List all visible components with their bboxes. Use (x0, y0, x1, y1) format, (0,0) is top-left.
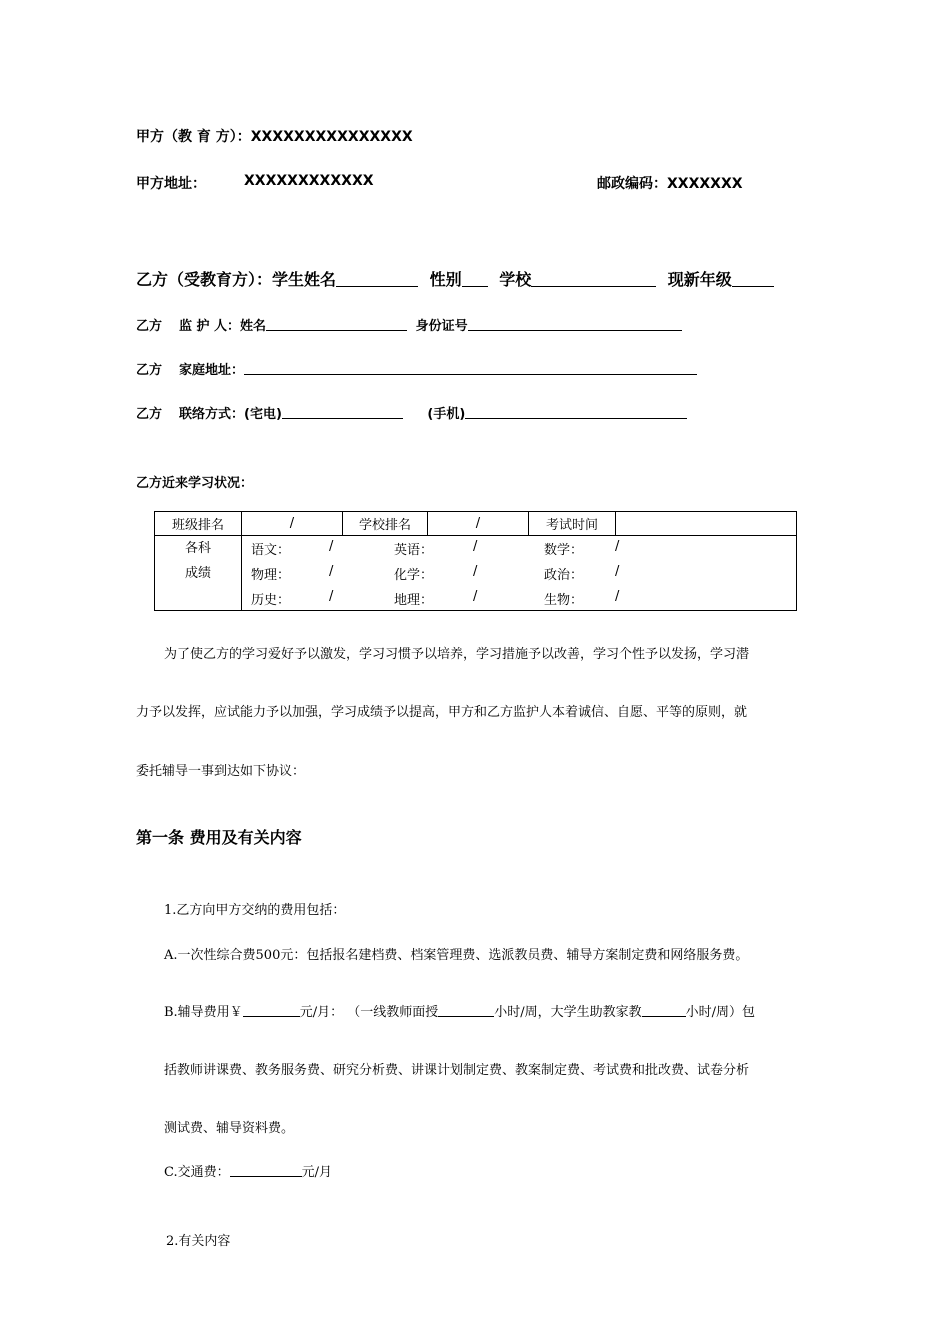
subject-value: / (329, 564, 334, 579)
home-address-prefix: 乙方 (136, 363, 163, 378)
fee-b-part1: B.辅导费用￥ (164, 1005, 243, 1020)
subject-name: 语文： (251, 543, 291, 558)
fee-item-b-line2: 括教师讲课费、教务服务费、研究分析费、讲课计划制定费、教案制定费、考试费和批改费、试卷分析 (164, 1063, 750, 1078)
subject-name: 物理： (251, 568, 291, 583)
party-a-line (136, 126, 413, 146)
home-address-label: 家庭地址： (179, 363, 245, 378)
teacher-hours-field[interactable] (438, 1004, 494, 1017)
scores-label-line2: 成绩 (184, 566, 211, 581)
fee-c-part2: 元/月 (301, 1165, 333, 1180)
subject-name: 地理： (394, 593, 434, 608)
student-name-label: 乙方（受教育方）：学生姓名 (136, 270, 337, 289)
home-address-line (179, 359, 697, 378)
id-number-field[interactable] (468, 318, 682, 331)
party-a-name: XXXXXXXXXXXXXXX (250, 129, 413, 145)
related-content-heading: 2.有关内容 (166, 1234, 231, 1249)
postcode-value: XXXXXXX (667, 176, 743, 192)
fee-item-a: A.一次性综合费500元：包括报名建档费、档案管理费、选派教员费、辅导方案制定费和网络服务费。 (164, 948, 749, 963)
subject-value: / (329, 589, 334, 604)
grade-field[interactable] (732, 272, 774, 287)
fee-b-part3: 小时/周，大学生助教家教 (494, 1005, 642, 1020)
party-a-postcode-line (597, 173, 743, 193)
postcode-label: 邮政编码： (597, 176, 667, 192)
scores-row (155, 536, 797, 611)
guardian-line (179, 315, 682, 334)
school-rank-value: / (428, 512, 529, 536)
class-rank-value: / (242, 512, 343, 536)
party-a-label: 甲方（教 育 方）： (136, 129, 251, 145)
home-address-field[interactable] (244, 362, 697, 375)
fee-item-1: 1.乙方向甲方交纳的费用包括： (164, 903, 346, 918)
class-rank-label: 班级排名 (155, 512, 242, 536)
fee-item-b (164, 1001, 755, 1020)
subject-value: / (473, 564, 478, 579)
rank-row (155, 512, 797, 536)
fee-item-b-line3: 测试费、辅导资料费。 (164, 1121, 295, 1136)
guardian-label: 监 护 人：姓名 (179, 319, 267, 334)
intro-line-2: 力予以发挥，应试能力予以加强，学习成绩予以提高，甲方和乙方监护人本着诚信、自愿、平等的原则，就 (136, 705, 748, 720)
school-rank-label: 学校排名 (343, 512, 428, 536)
subject-value: / (615, 564, 620, 579)
guardian-name-field[interactable] (266, 318, 407, 331)
study-status-table (154, 511, 797, 611)
school-field[interactable] (531, 272, 656, 287)
transport-fee-field[interactable] (230, 1164, 302, 1177)
student-name-field[interactable] (336, 272, 418, 287)
scores-cell (242, 536, 797, 611)
mobile-label: (手机) (427, 407, 466, 422)
gender-field[interactable] (462, 272, 488, 287)
intro-line-1: 为了使乙方的学习爱好予以激发，学习习惯予以培养，学习措施予以改善，学习个性予以发扬，学习潜 (164, 647, 750, 662)
scores-label (155, 536, 242, 611)
subject-name: 英语： (394, 543, 434, 558)
subject-value: / (473, 539, 478, 554)
subject-value: / (329, 539, 334, 554)
subject-name: 政治： (544, 568, 584, 583)
grade-label: 现新年级 (667, 270, 732, 289)
exam-time-value (616, 512, 797, 536)
subject-value: / (615, 539, 620, 554)
contact-label: 联络方式：(宅电) (179, 407, 282, 422)
mobile-field[interactable] (465, 406, 687, 419)
party-a-address: XXXXXXXXXXXX (244, 173, 374, 189)
subject-value: / (615, 589, 620, 604)
school-label: 学校 (499, 270, 532, 289)
party-a-address-label: 甲方地址： (136, 176, 206, 192)
study-status-title: 乙方近来学习状况： (136, 476, 254, 491)
subject-value: / (473, 589, 478, 604)
subject-name: 数学： (544, 543, 584, 558)
gender-label: 性别 (429, 270, 462, 289)
fee-item-c (164, 1161, 332, 1180)
fee-b-part4: 小时/周）包 (685, 1005, 755, 1020)
fee-b-part2: 元/月： （一线教师面授 (299, 1005, 439, 1020)
home-phone-field[interactable] (282, 406, 403, 419)
subject-name: 化学： (394, 568, 434, 583)
contact-prefix: 乙方 (136, 407, 163, 422)
scores-grid (242, 536, 796, 610)
contact-line (179, 403, 687, 422)
exam-time-label: 考试时间 (529, 512, 616, 536)
subject-name: 生物： (544, 593, 584, 608)
assistant-hours-field[interactable] (642, 1004, 686, 1017)
fee-c-part1: C.交通费： (164, 1165, 230, 1180)
subject-name: 历史： (251, 593, 291, 608)
tutoring-fee-field[interactable] (243, 1004, 300, 1017)
party-b-student-line (136, 267, 774, 290)
article-1-title: 第一条 费用及有关内容 (136, 828, 302, 847)
guardian-prefix: 乙方 (136, 319, 163, 334)
scores-label-line1: 各科 (184, 541, 211, 556)
intro-line-3: 委托辅导一事到达如下协议： (136, 764, 306, 779)
id-label: 身份证号 (415, 319, 468, 334)
